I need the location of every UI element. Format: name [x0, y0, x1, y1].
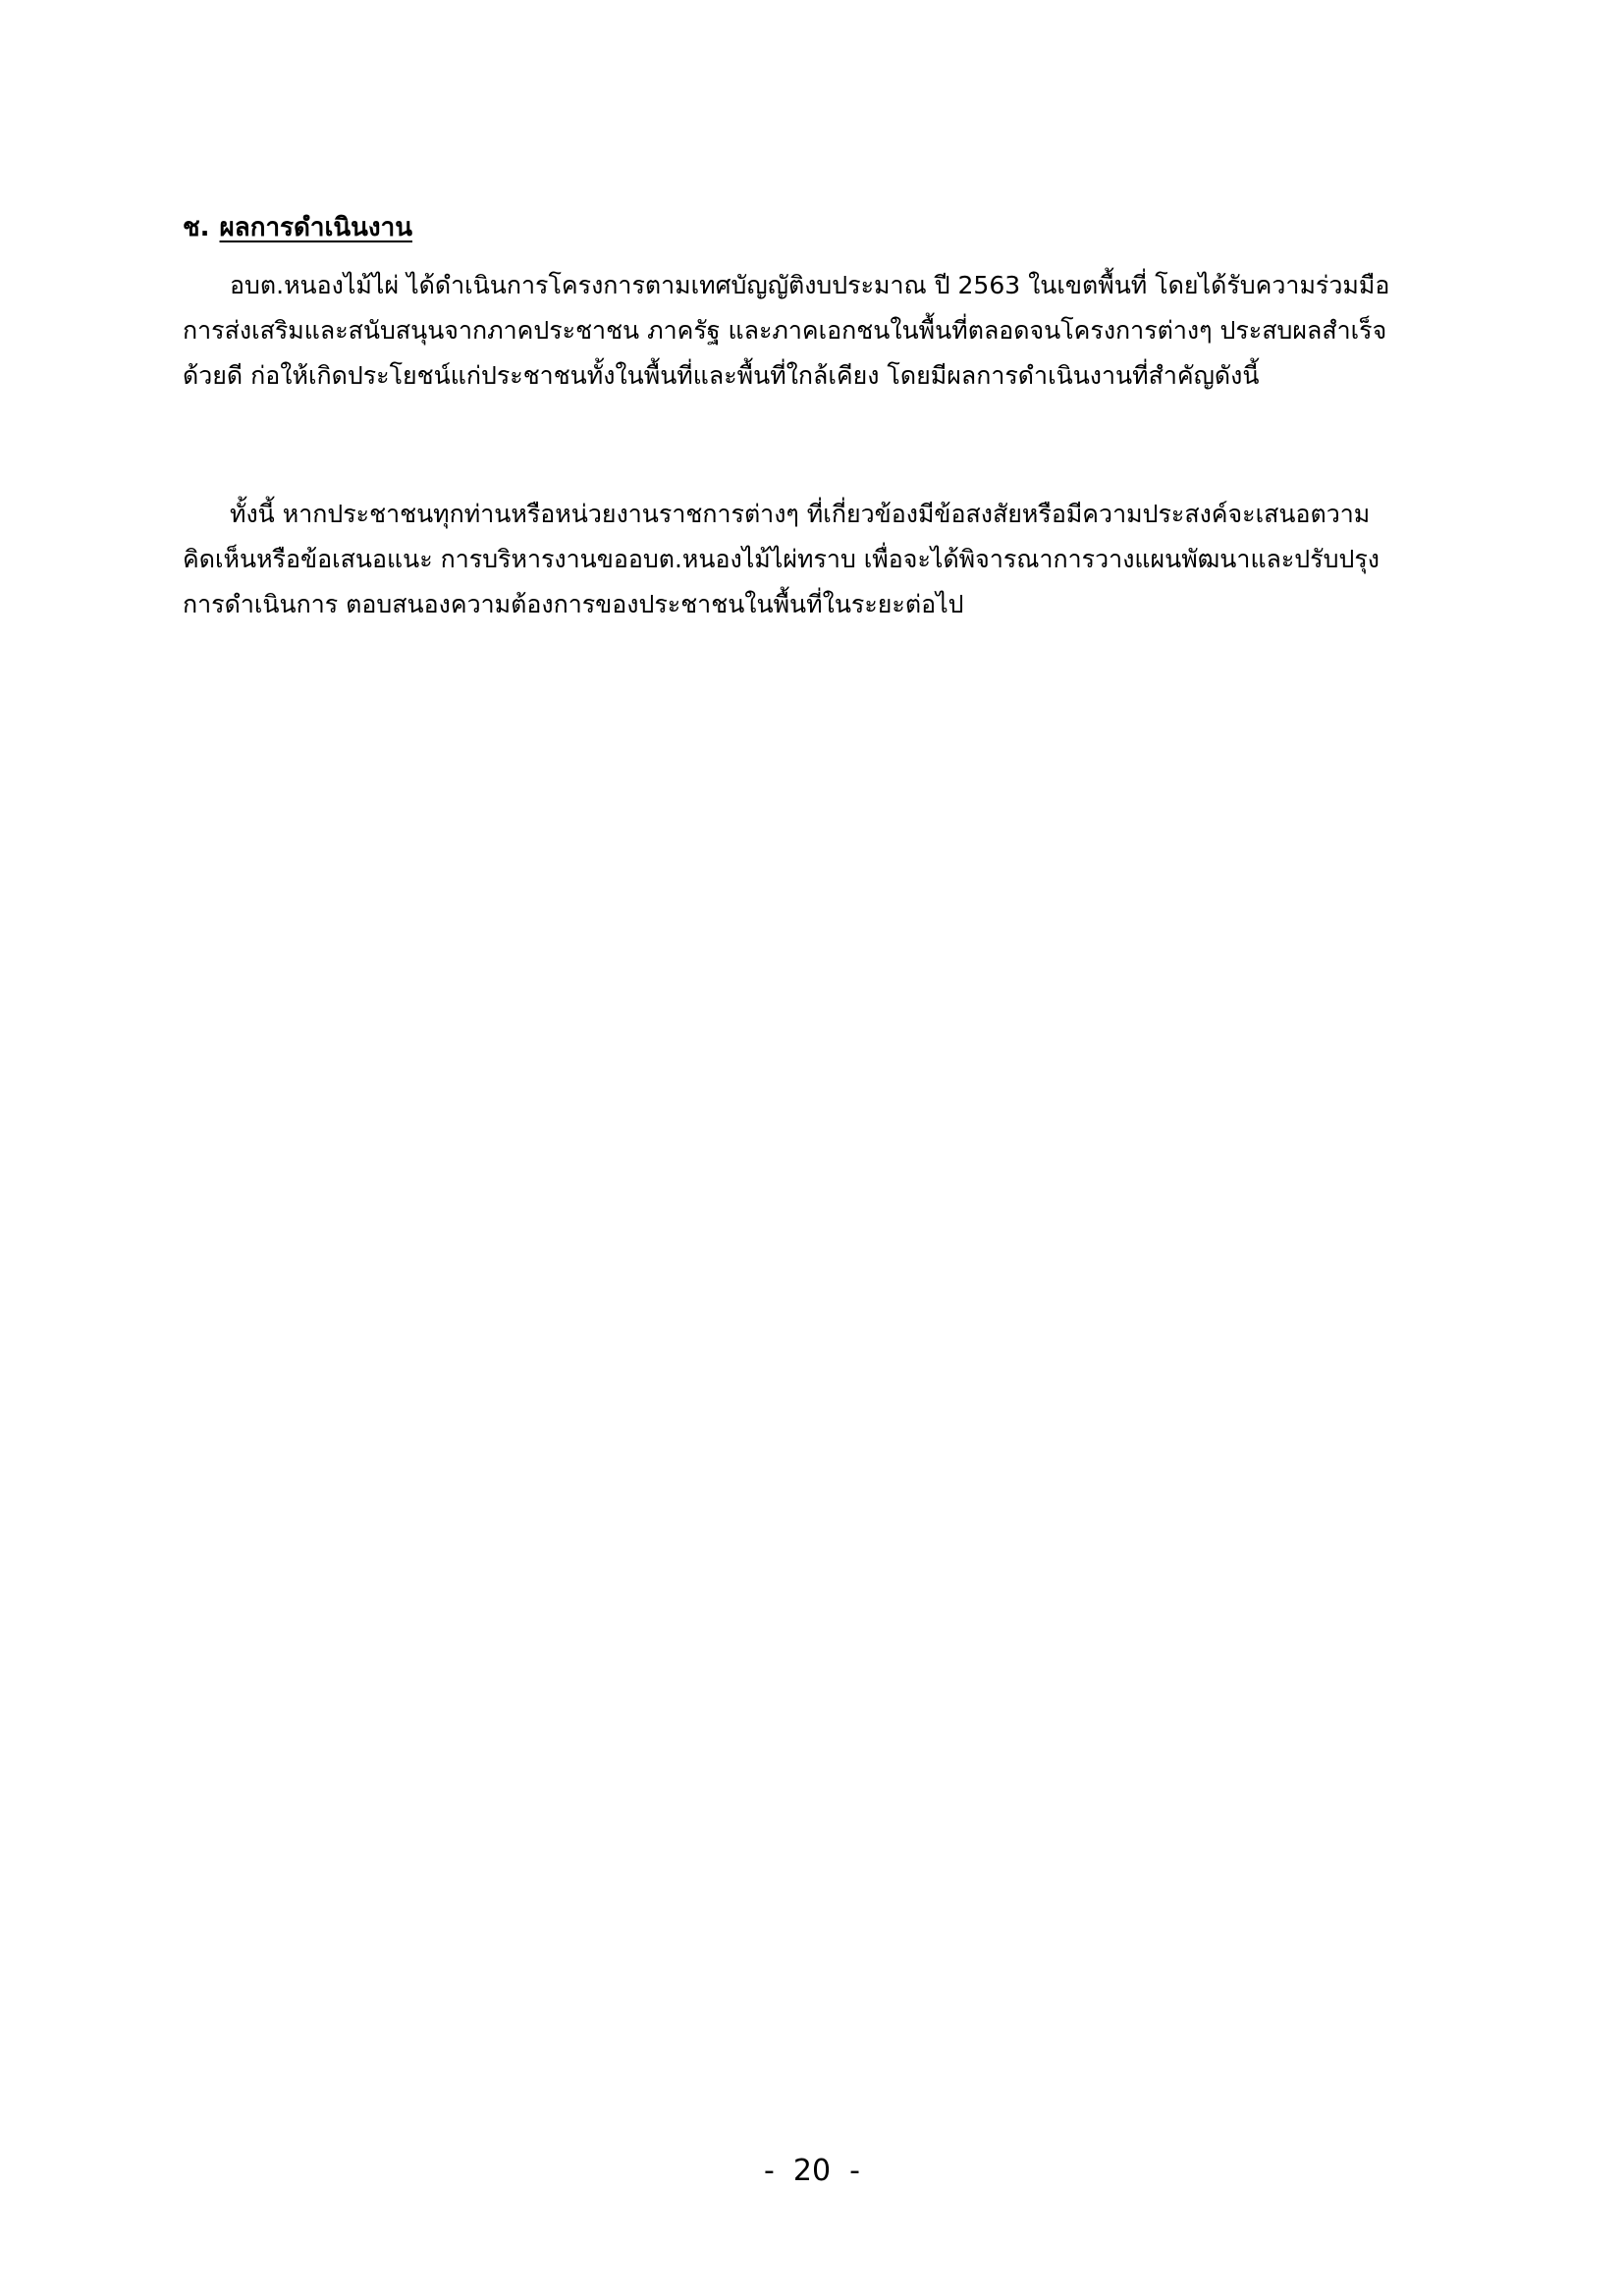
- paragraph-line: คิดเห็นหรือข้อเสนอแนะ การบริหารงานขออบต.หนองไม้ไผ่ทราบ เพื่อจะได้พิจารณาการวางแผนพัฒนาและปรับปรุง: [183, 545, 1380, 573]
- paragraph-feedback: [183, 492, 1498, 627]
- paragraph-line: การดำเนินการ ตอบสนองความต้องการของประชาชนในพื้นที่ในระยะต่อไป: [183, 590, 964, 618]
- page-number: - 20 -: [764, 2154, 860, 2188]
- paragraph-line: ทั้งนี้ หากประชาชนทุกท่านหรือหน่วยงานราชการต่างๆ ที่เกี่ยวข้องมีข้อสงสัยหรือมีความประสงค์จะเสนอตวาม: [230, 500, 1371, 528]
- paragraph-line: ด้วยดี ก่อให้เกิดประโยชน์แก่ประชาชนทั้งในพื้นที่และพื้นที่ใกล้เคียง โดยมีผลการดำเนินงานที่สำคัญดังนี้: [183, 361, 1260, 390]
- paragraph-line: การส่งเสริมและสนับสนุนจากภาคประชาชน ภาครัฐ และภาคเอกชนในพื้นที่ตลอดจนโครงการต่างๆ ประสบผลสำเร็จ: [183, 316, 1387, 345]
- section-title: ผลการดำเนินงาน: [219, 213, 412, 242]
- paragraph-line: อบต.หนองไม้ไผ่ ได้ดำเนินการโครงการตามเทศบัญญัติงบประมาณ ปี 2563 ในเขตพื้นที่ โดยได้รับความร่วมมือ: [230, 271, 1390, 299]
- section-heading: [183, 210, 412, 245]
- section-prefix: ช.: [183, 213, 210, 242]
- paragraph-results: [183, 263, 1498, 399]
